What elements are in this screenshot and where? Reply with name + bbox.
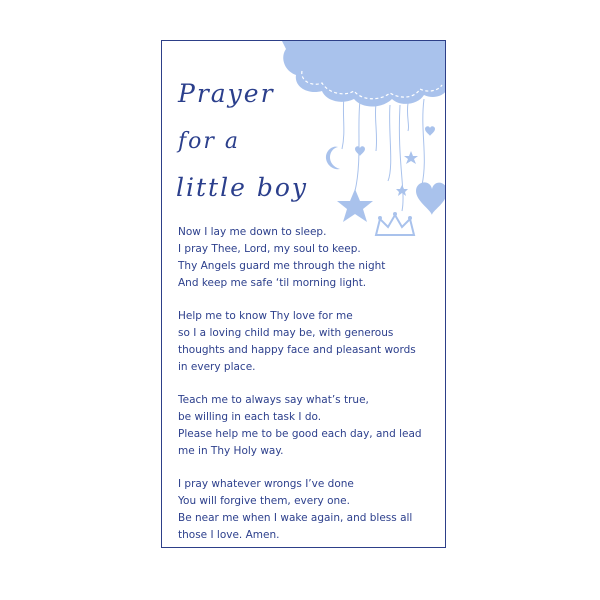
prayer-text	[178, 224, 440, 548]
stanza-3	[178, 392, 440, 460]
stanza-4	[178, 476, 440, 544]
cloud-icon	[282, 41, 446, 107]
stanza-2	[178, 308, 440, 376]
prayer-line: so I a loving child may be, with generous	[178, 327, 394, 339]
star-icon	[404, 151, 418, 164]
prayer-line: I pray whatever wrongs I’ve done	[178, 478, 354, 490]
prayer-line: And keep me safe ‘til morning light.	[178, 277, 367, 289]
prayer-line: thoughts and happy face and pleasant words	[178, 344, 416, 356]
heart-icon	[416, 182, 446, 215]
prayer-line: Help me to know Thy love for me	[178, 310, 353, 322]
title-line-3: little boy	[176, 173, 308, 202]
prayer-line: be willing in each task I do.	[178, 411, 322, 423]
prayer-line: Thy Angels guard me through the night	[178, 260, 386, 272]
prayer-line: Be near me when I wake again, and bless all	[178, 512, 413, 524]
prayer-line: Now I lay me down to sleep.	[178, 226, 327, 238]
prayer-line: those I love. Amen.	[178, 529, 280, 541]
prayer-line: You will forgive them, every one.	[178, 495, 350, 507]
prayer-line: Teach me to always say what’s true,	[178, 394, 369, 406]
title-line-1: Prayer	[178, 79, 275, 108]
prayer-line: in every place.	[178, 361, 256, 373]
title-line-2: for a	[178, 129, 241, 154]
heart-icon	[425, 126, 435, 136]
stanza-1	[178, 224, 440, 292]
prayer-line: I pray Thee, Lord, my soul to keep.	[178, 243, 361, 255]
prayer-card	[161, 40, 446, 548]
prayer-line: me in Thy Holy way.	[178, 445, 284, 457]
prayer-line: Please help me to be good each day, and lead	[178, 428, 422, 440]
moon-icon	[326, 147, 340, 170]
star-icon	[337, 189, 373, 222]
heart-icon	[355, 146, 365, 156]
star-icon	[396, 185, 408, 196]
